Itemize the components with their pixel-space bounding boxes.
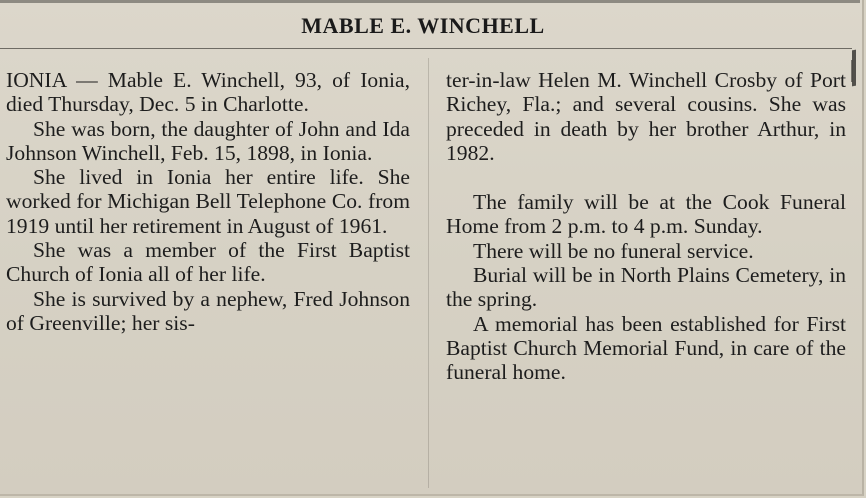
- paragraph-service: There will be no funeral service.: [473, 238, 754, 263]
- paragraph-survivors-continued: ter-in-law Helen M. Winchell Crosby of Port Richey, Fla.; and several cousins. She was preceded in death by her brother Arthur, in 1982.: [446, 68, 846, 165]
- headline-rule: [0, 48, 852, 49]
- paragraph-memorial: A memorial has been established for First Baptist Church Memorial Fund, in care of the funeral home.: [446, 311, 846, 385]
- right-column: [446, 68, 846, 385]
- paragraph-visitation: The family will be at the Cook Funeral Home from 2 p.m. to 4 p.m. Sunday.: [446, 190, 846, 239]
- paragraph-church: She was a member of the First Baptist Church of Ionia all of her life.: [6, 238, 410, 287]
- paragraph-burial: Burial will be in North Plains Cemetery, in the spring.: [446, 263, 846, 312]
- paragraph-death-notice: IONIA — Mable E. Winchell, 93, of Ionia, died Thursday, Dec. 5 in Charlotte.: [6, 68, 410, 117]
- top-rule: [0, 0, 860, 3]
- left-column: [6, 68, 410, 335]
- paragraph-survivors: She is survived by a nephew, Fred Johnson of Greenville; her sis-: [6, 286, 410, 335]
- column-divider: [428, 58, 429, 488]
- edge-ink-mark-secondary: [851, 60, 853, 82]
- obituary-headline: MABLE E. WINCHELL: [301, 13, 545, 38]
- paragraph-career: She lived in Ionia her entire life. She worked for Michigan Bell Telephone Co. from 1919 until her retirement in August of 1961.: [6, 165, 410, 238]
- paragraph-birth: She was born, the daughter of John and Ida Johnson Winchell, Feb. 15, 1898, in Ionia.: [6, 116, 410, 165]
